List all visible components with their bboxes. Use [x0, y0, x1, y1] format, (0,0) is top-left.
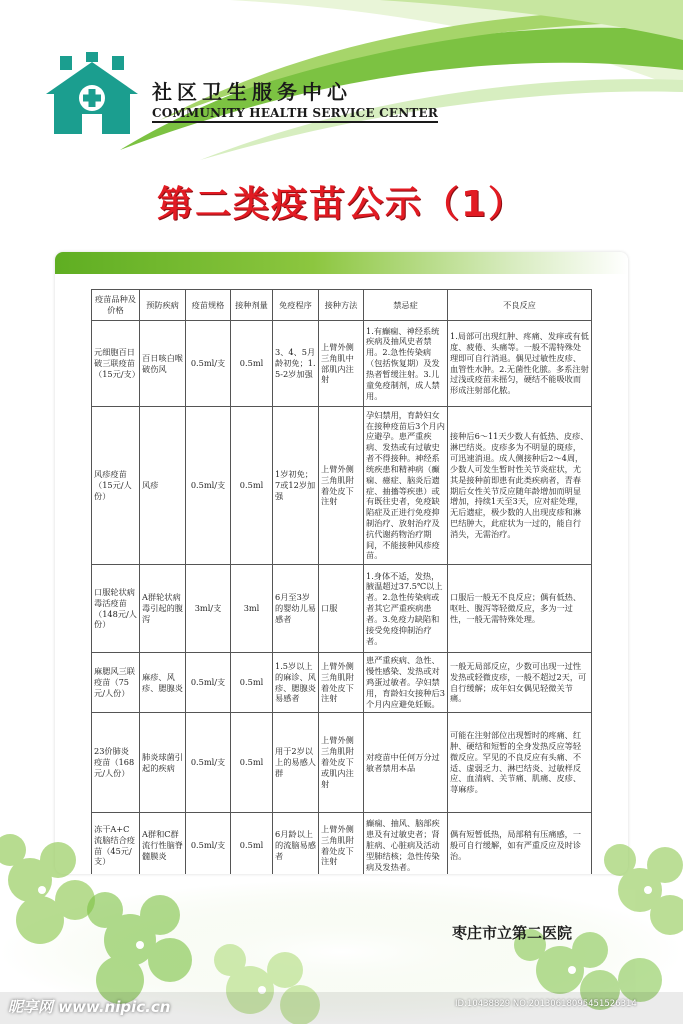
column-header: 免疫程序 — [273, 290, 319, 321]
table-cell: 1.有癫痫、神经系统疾病及抽风史者禁用。2.急性传染病（包括恢复期）及发热者暂缓注射。3.儿童免疫制剂，成人禁用。 — [364, 321, 448, 407]
table-cell: 6月至3岁的婴幼儿易感者 — [273, 565, 319, 653]
vaccine-table — [91, 289, 592, 874]
watermark-id: ID:10438829 NO:20130618095451526314 — [455, 999, 637, 1009]
table-cell: 可能在注射部位出现暂时的疼痛、红肿、硬结和短暂的全身发热反应等轻微反应。罕见的不良反应有头痛、不适、虚弱乏力、淋巴结炎、过敏样反应、血清病、关节痛、肌痛、皮疹、荨麻疹。 — [448, 713, 592, 813]
table-cell: 0.5ml — [231, 653, 273, 713]
table-cell: 接种后6～11天少数人有低热、皮疹、淋巴结炎。皮疹多为不明显的斑疹，可迅速消退。成人侧接种后2～4周，少数人可发生暂时性关节炎症状，尤其是接种前即患有此类疾病者，青春期后女性关节反应随年龄增加而明显增加，持续1天至3天，应对症处理，无后遗症，极少数的人出现皮疹和淋巴结肿大，此症状为一过的，能自行消失，无需治疗。 — [448, 407, 592, 565]
table-cell: 孕妇禁用，育龄妇女在接种疫苗后3个月内应避孕。患严重疾病、发热或有过敏史者不得接种。神经系统疾患和精神病（癫痫、癔症、脑炎后遗症、抽搐等疾患）或有既往史者，免疫缺陷症及正进行免疫抑制治疗、放射治疗及抗代谢药物治疗期间，不能接种风疹疫苗。 — [364, 407, 448, 565]
table-cell: 0.5ml/支 — [186, 653, 231, 713]
table-cell: A群和C群流行性脑脊髓膜炎 — [140, 813, 186, 875]
table-row — [92, 407, 592, 565]
table-cell: 上臂外侧三角肌中部肌内注射 — [319, 321, 364, 407]
table-row — [92, 653, 592, 713]
table-cell: 0.5ml — [231, 407, 273, 565]
table-cell: 百日咳白喉破伤风 — [140, 321, 186, 407]
table-cell: 癫痫、抽风、脑部疾患及有过敏史者；肾脏病、心脏病及活动型肺结核；急性传染病及发热者。 — [364, 813, 448, 875]
table-cell: 0.5ml — [231, 713, 273, 813]
table-cell: 口服 — [319, 565, 364, 653]
table-cell: 上臂外侧三角肌附着处皮下注射 — [319, 407, 364, 565]
table-cell: 冻干A+C流脑结合疫苗（45元/支） — [92, 813, 140, 875]
table-cell: A群轮状病毒引起的腹泻 — [140, 565, 186, 653]
table-cell: 风疹疫苗（15元/人份） — [92, 407, 140, 565]
table-cell: 口服后一般无不良反应；偶有低热、呕吐、腹泻等轻微反应，多为一过性，一般无需特殊处理。 — [448, 565, 592, 653]
table-cell: 0.5ml/支 — [186, 713, 231, 813]
table-cell: 0.5ml/支 — [186, 813, 231, 875]
table-cell: 上臂外侧三角肌附着处皮下注射 — [319, 813, 364, 875]
content-panel — [55, 252, 628, 874]
column-header: 接种剂量 — [231, 290, 273, 321]
table-row — [92, 321, 592, 407]
page-title: 第二类疫苗公示（1） — [156, 184, 527, 225]
table-cell: 麻疹、风疹、腮腺炎 — [140, 653, 186, 713]
table-row — [92, 713, 592, 813]
table-cell: 0.5ml — [231, 321, 273, 407]
table-cell: 6月龄以上的流脑易感者 — [273, 813, 319, 875]
column-header: 不良反应 — [448, 290, 592, 321]
table-cell: 1岁初免；7或12岁加强 — [273, 407, 319, 565]
table-cell: 麻腮风三联疫苗（75元/人份） — [92, 653, 140, 713]
table-cell: 用于2岁以上的易感人群 — [273, 713, 319, 813]
column-header: 预防疾病 — [140, 290, 186, 321]
table-cell: 肺炎球菌引起的疾病 — [140, 713, 186, 813]
table-cell: 23价肺炎疫苗（168元/人份） — [92, 713, 140, 813]
table-cell: 0.5ml — [231, 813, 273, 875]
table-cell: 一般无局部反应，少数可出现一过性发热或轻微皮疹，一般不超过2天，可自行缓解；成年妇女偶见轻微关节痛。 — [448, 653, 592, 713]
column-header: 接种方法 — [319, 290, 364, 321]
table-cell: 偶有短暂低热，局部稍有压痛感，一般可自行缓解，如有严重反应及时诊治。 — [448, 813, 592, 875]
table-cell: 上臂外侧三角肌附着处皮下或肌内注射 — [319, 713, 364, 813]
org-name-english: COMMUNITY HEALTH SERVICE CENTER — [152, 106, 438, 123]
table-cell: 风疹 — [140, 407, 186, 565]
org-name-chinese: 社区卫生服务中心 — [152, 80, 352, 104]
health-cross-house-icon — [42, 52, 142, 136]
panel-header-band — [55, 252, 628, 274]
column-header: 疫苗规格 — [186, 290, 231, 321]
table-cell: 口服轮状病毒活疫苗（148元/人份） — [92, 565, 140, 653]
table-cell: 元细胞百日破三联疫苗（15元/支） — [92, 321, 140, 407]
table-cell: 患严重疾病、急性、慢性感染、发热或对鸡蛋过敏者。孕妇禁用，育龄妇女接种后3个月内应避免妊娠。 — [364, 653, 448, 713]
table-header-row — [92, 290, 592, 321]
table-cell: 对疫苗中任何万分过敏者禁用本品 — [364, 713, 448, 813]
watermark-site: 昵享网 www.nipic.cn — [8, 998, 171, 1016]
column-header: 疫苗品种及价格 — [92, 290, 140, 321]
table-cell: 1.5岁以上的麻诊、风疹、腮腺炎易感者 — [273, 653, 319, 713]
hospital-name: 枣庄市立第二医院 — [452, 924, 573, 942]
column-header: 禁忌症 — [364, 290, 448, 321]
table-cell: 3、4、5月龄初免；1.5-2岁加强 — [273, 321, 319, 407]
table-cell: 3ml — [231, 565, 273, 653]
table-cell: 上臂外侧三角肌附着处皮下注射 — [319, 653, 364, 713]
table-cell: 3ml/支 — [186, 565, 231, 653]
table-row — [92, 565, 592, 653]
table-cell: 0.5ml/支 — [186, 321, 231, 407]
table-cell: 1.身体不适，发热，腋温超过37.5℃以上者。2.急性传染病或者其它严重疾病患者。3.免疫力缺陷和接受免疫抑制治疗者。 — [364, 565, 448, 653]
table-cell: 1.局部可出现红肿、疼痛、发痒或有低度、疲倦、头痛等。一般不需特殊处理即可自行消退。偶见过敏性皮疹、血管性水肿。2.无菌性化脓。多系注射过浅或疫苗未摇匀，硬结不能吸收而形成注射部化脓。 — [448, 321, 592, 407]
table-cell: 0.5ml/支 — [186, 407, 231, 565]
